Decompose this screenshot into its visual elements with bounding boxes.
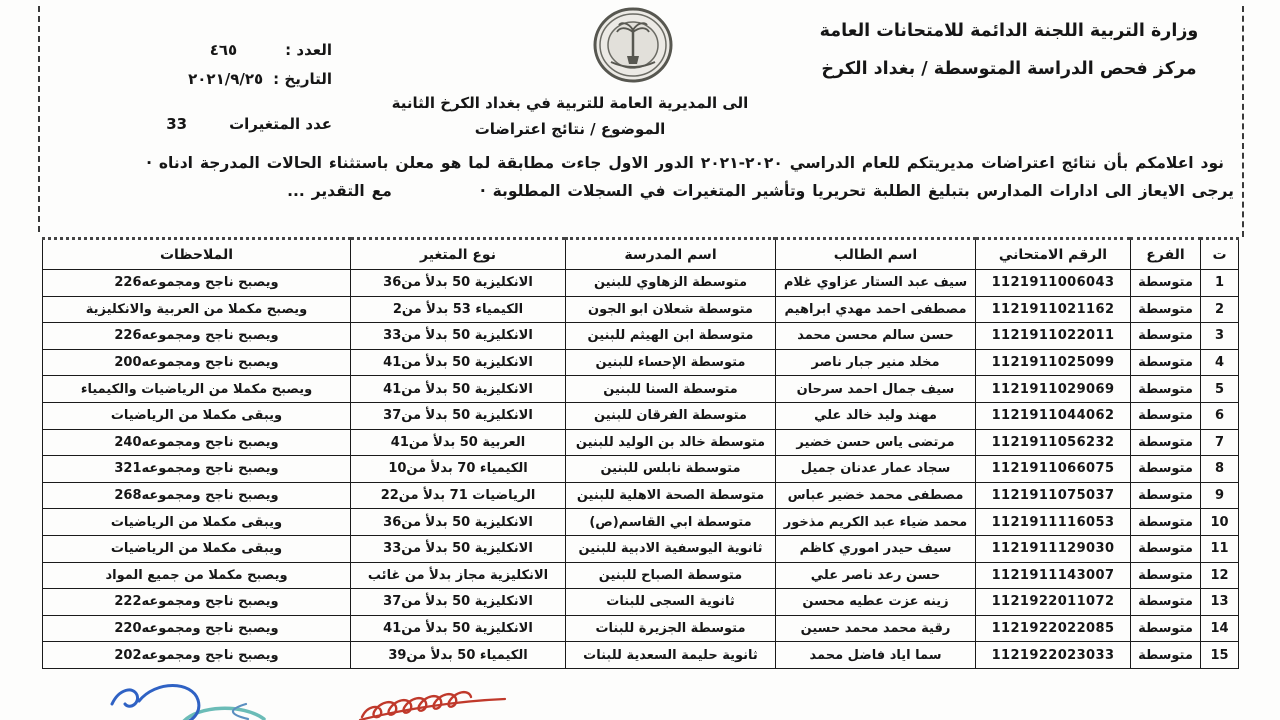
cell-student-name: مصطفى احمد مهدي ابراهيم [776,296,976,323]
table-row [43,349,1239,376]
cell-branch: متوسطة [1131,296,1201,323]
cell-student-name: حسن رعد ناصر علي [776,562,976,589]
table-row [43,642,1239,669]
cell-notes: ويبقى مكملا من الرياضيات [43,402,351,429]
header-school-name: اسم المدرسة [566,239,776,270]
cell-serial: 4 [1201,349,1239,376]
table-row [43,376,1239,403]
header-serial: ت [1201,239,1239,270]
table-row [43,429,1239,456]
cell-student-name: مهند وليد خالد علي [776,402,976,429]
header-exam-number: الرقم الامتحاني [976,239,1131,270]
cell-notes: ويصبح ناجح ومجموعه202 [43,642,351,669]
cell-serial: 13 [1201,589,1239,616]
cell-school-name: متوسطة السنا للبنين [566,376,776,403]
table-row [43,589,1239,616]
stamp-arc [184,708,264,720]
letter-body [48,149,1234,205]
cell-exam-number: 1121911075037 [976,482,1131,509]
header-branch: الفرع [1131,239,1201,270]
page-edge-dashed-line-left [38,6,40,232]
addressee-block [335,90,805,142]
cell-student-name: سيف عبد الستار عزاوي غلام [776,270,976,297]
signature-loop [139,686,199,720]
ministry-title: وزارة التربية اللجنة الدائمة للامتحانات العامة [819,21,1199,41]
objections-results-table [42,237,1239,669]
cell-change-type: الانكليزية 50 بدلأ من41 [351,376,566,403]
table-row [43,562,1239,589]
cell-change-type: الانكليزية مجاز بدلأ من غائب [351,562,566,589]
cell-serial: 5 [1201,376,1239,403]
cell-change-type: الانكليزية 50 بدلأ من37 [351,402,566,429]
table-header-row [43,239,1239,270]
cell-exam-number: 1121911022011 [976,323,1131,350]
cell-exam-number: 1121911025099 [976,349,1131,376]
page-edge-dashed-line-right [1242,6,1244,237]
cell-exam-number: 1121911021162 [976,296,1131,323]
cell-school-name: متوسطة نابلس للبنين [566,456,776,483]
cell-exam-number: 1121911129030 [976,535,1131,562]
table-row [43,615,1239,642]
cell-exam-number: 1121911044062 [976,402,1131,429]
cell-student-name: زينه عزت عطيه محسن [776,589,976,616]
letterhead-ministry-block [784,12,1234,88]
cell-school-name: متوسطة الفرقان للبنين [566,402,776,429]
date-value: ٢٠٢١/٩/٢٥ [188,70,264,88]
cell-change-type: الانكليزية 50 بدلأ من41 [351,349,566,376]
cell-exam-number: 1121911056232 [976,429,1131,456]
cell-student-name: مرتضى ياس حسن خضير [776,429,976,456]
table-row [43,402,1239,429]
cell-exam-number: 1121911116053 [976,509,1131,536]
cell-change-type: الكيمياء 50 بدلأ من39 [351,642,566,669]
cell-change-type: العربية 50 بدلأ من41 [351,429,566,456]
number-label: العدد : [285,41,332,59]
cell-exam-number: 1121911029069 [976,376,1131,403]
cell-serial: 8 [1201,456,1239,483]
cell-change-type: الرياضيات 71 بدلأ من22 [351,482,566,509]
addressee-line: الى المديرية العامة للتربية في بغداد الكرخ الثانية [391,94,749,112]
number-value: ٤٦٥ [209,41,238,59]
cell-branch: متوسطة [1131,376,1201,403]
cell-branch: متوسطة [1131,429,1201,456]
table-row [43,509,1239,536]
cell-branch: متوسطة [1131,509,1201,536]
cell-change-type: الكيمياء 53 بدلأ من2 [351,296,566,323]
cell-branch: متوسطة [1131,456,1201,483]
cell-serial: 11 [1201,535,1239,562]
cell-notes: ويصبح مكملا من الرياضيات والكيمياء [43,376,351,403]
cell-change-type: الانكليزية 50 بدلأ من33 [351,323,566,350]
cell-branch: متوسطة [1131,349,1201,376]
cell-branch: متوسطة [1131,270,1201,297]
red-scribble [362,692,471,717]
document-number-line [62,36,332,65]
cell-school-name: متوسطة ابن الهيثم للبنين [566,323,776,350]
table-row [43,296,1239,323]
cell-serial: 10 [1201,509,1239,536]
cell-serial: 9 [1201,482,1239,509]
cell-school-name: متوسطة الإحساء للبنين [566,349,776,376]
cell-notes: ويصبح ناجح ومجموعه200 [43,349,351,376]
table-row [43,270,1239,297]
table-row [43,323,1239,350]
cell-notes: ويصبح مكملا من العربية والانكليزية [43,296,351,323]
table-row [43,535,1239,562]
cell-notes: ويصبح ناجح ومجموعه321 [43,456,351,483]
cell-notes: ويصبح مكملا من جميع المواد [43,562,351,589]
cell-student-name: سجاد عمار عدنان جميل [776,456,976,483]
cell-exam-number: 1121922023033 [976,642,1131,669]
cell-change-type: الانكليزية 50 بدلأ من36 [351,270,566,297]
cell-school-name: متوسطة خالد بن الوليد للبنين [566,429,776,456]
cell-exam-number: 1121911006043 [976,270,1131,297]
cell-notes: ويصبح ناجح ومجموعه220 [43,615,351,642]
header-notes: الملاحظات [43,239,351,270]
cell-student-name: مخلد منير جبار ناصر [776,349,976,376]
cell-exam-number: 1121922011072 [976,589,1131,616]
cell-school-name: متوسطة الصحة الاهلية للبنين [566,482,776,509]
cell-serial: 3 [1201,323,1239,350]
cell-student-name: رقية محمد محمد حسين [776,615,976,642]
cell-school-name: ثانوية حليمة السعدية للبنات [566,642,776,669]
closing-phrase: مع التقدير ... [287,182,392,200]
document-date-line [62,65,332,94]
cell-serial: 6 [1201,402,1239,429]
cell-student-name: سيف حيدر اموري كاظم [776,535,976,562]
cell-student-name: مصطفى محمد خضير عباس [776,482,976,509]
cell-school-name: متوسطة ابي القاسم(ص) [566,509,776,536]
cell-branch: متوسطة [1131,535,1201,562]
cell-serial: 15 [1201,642,1239,669]
cell-school-name: متوسطة الزهاوي للبنين [566,270,776,297]
cell-exam-number: 1121911143007 [976,562,1131,589]
cell-exam-number: 1121922022085 [976,615,1131,642]
cell-branch: متوسطة [1131,482,1201,509]
cell-school-name: متوسطة الصباح للبنين [566,562,776,589]
cell-school-name: متوسطة شعلان ابو الجون [566,296,776,323]
cell-branch: متوسطة [1131,589,1201,616]
cell-student-name: محمد ضياء عبد الكريم مذخور [776,509,976,536]
cell-notes: ويبقى مكملا من الرياضيات [43,535,351,562]
cell-student-name: سيف جمال احمد سرحان [776,376,976,403]
cell-student-name: حسن سالم محسن محمد [776,323,976,350]
cell-branch: متوسطة [1131,562,1201,589]
signature-mark [112,690,138,706]
table-row [43,482,1239,509]
cell-change-type: الانكليزية 50 بدلأ من37 [351,589,566,616]
cell-branch: متوسطة [1131,323,1201,350]
body-line-1: نود اعلامكم بأن نتائج اعتراضات مديريتكم للعام الدراسي ٢٠٢٠-٢٠٢١ الدور الاول جاءت مطابقة لما هو معلن باستثناء الحالات المدرجة ادناه · [146,154,1224,172]
cell-exam-number: 1121911066075 [976,456,1131,483]
cell-notes: ويصبح ناجح ومجموعه226 [43,270,351,297]
variables-count-value: 33 [166,115,188,133]
cell-serial: 14 [1201,615,1239,642]
cell-notes: ويصبح ناجح ومجموعه268 [43,482,351,509]
header-student-name: اسم الطالب [776,239,976,270]
cell-school-name: ثانوية اليوسفية الادبية للبنين [566,535,776,562]
cell-notes: ويصبح ناجح ومجموعه240 [43,429,351,456]
date-label: التاريخ : [273,70,332,88]
cell-branch: متوسطة [1131,615,1201,642]
cell-school-name: متوسطة الجزيرة للبنات [566,615,776,642]
cell-change-type: الانكليزية 50 بدلأ من41 [351,615,566,642]
cell-notes: ويبقى مكملا من الرياضيات [43,509,351,536]
cell-change-type: الانكليزية 50 بدلأ من36 [351,509,566,536]
cell-change-type: الانكليزية 50 بدلأ من33 [351,535,566,562]
header-change-type: نوع المتغير [351,239,566,270]
cell-serial: 12 [1201,562,1239,589]
cell-serial: 2 [1201,296,1239,323]
cell-student-name: سما اياد فاضل محمد [776,642,976,669]
body-line-2: يرجى الايعاز الى ادارات المدارس بتبليغ الطلبة تحريريا وتأشير المتغيرات في السجلات المطلوبة ·مع التقدير ... [287,182,1234,200]
subject-line: الموضوع / نتائج اعتراضات [474,120,666,138]
cell-serial: 1 [1201,270,1239,297]
ministry-seal-icon [591,4,675,86]
signature-tail [233,704,248,719]
cell-notes: ويصبح ناجح ومجموعه222 [43,589,351,616]
letterhead-number-date-block [62,36,332,139]
cell-change-type: الكيمياء 70 بدلأ من10 [351,456,566,483]
cell-notes: ويصبح ناجح ومجموعه226 [43,323,351,350]
exam-center-title: مركز فحص الدراسة المتوسطة / بغداد الكرخ [821,59,1197,79]
table-row [43,456,1239,483]
cell-branch: متوسطة [1131,402,1201,429]
cell-school-name: ثانوية السجى للبنات [566,589,776,616]
variables-count-label: عدد المتغيرات [229,115,332,133]
cell-serial: 7 [1201,429,1239,456]
cell-branch: متوسطة [1131,642,1201,669]
variables-count-line [62,110,332,139]
red-scribble-underline [360,699,505,720]
